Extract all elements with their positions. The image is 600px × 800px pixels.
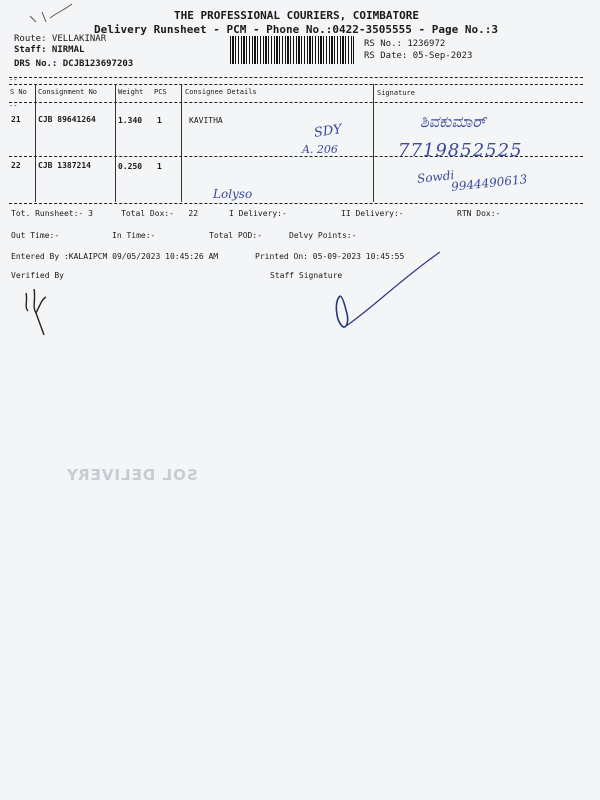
company-title: THE PROFESSIONAL COURIERS, COIMBATORE: [174, 9, 420, 22]
handwritten-signature: Sowdi: [416, 168, 455, 186]
table-row-consignment: CJB 1387214: [38, 161, 91, 170]
table-row-weight: 1.340: [118, 116, 143, 125]
delvy-points: Delvy Points:-: [289, 231, 357, 240]
rs-number: RS No.: 1236972: [364, 39, 446, 49]
verified-signature: [20, 285, 70, 345]
verified-by-label: Verified By: [11, 271, 64, 280]
table-row-consignment: CJB 89641264: [38, 115, 96, 124]
out-time: Out Time:-: [11, 231, 60, 240]
col-header-sno: S No: [10, 88, 27, 96]
table-rule-header: [9, 102, 583, 103]
rule-dashes: --: [9, 102, 18, 110]
route-label: Route: VELLAKINAR: [14, 34, 107, 44]
staff-label: Staff: NIRMAL: [14, 45, 85, 55]
handwritten-signature: ಶಿವಕುಮಾರ್: [420, 112, 486, 131]
table-row-sno: 21: [11, 115, 21, 124]
col-header-consignment: Consignment No: [38, 88, 98, 96]
header-rule-top: [9, 77, 583, 78]
i-delivery: I Delivery:-: [229, 209, 287, 218]
table-row-consignee: KAVITHA: [189, 116, 223, 125]
staff-signature-label: Staff Signature: [270, 271, 343, 280]
rtn-dox: RTN Dox:-: [457, 209, 501, 218]
in-time: In Time:-: [112, 231, 156, 240]
runsheet-subtitle: Delivery Runsheet - PCM - Phone No.:0422-3505555 - Page No.:3: [94, 23, 498, 36]
handwritten-note: SDY: [313, 122, 343, 141]
col-header-pcs: PCS: [154, 88, 167, 96]
barcode: [230, 36, 354, 64]
handwritten-note: A. 206: [302, 143, 338, 156]
corner-scribble: [28, 4, 88, 34]
entered-by: Entered By :KALAIPCM 09/05/2023 10:45:26 AM: [11, 252, 219, 261]
total-runsheet: Tot. Runsheet:- 3: [11, 209, 93, 218]
total-pod: Total POD:-: [209, 231, 262, 240]
drs-number: DRS No.: DCJB123697203: [14, 59, 134, 69]
table-row-pcs: 1: [157, 116, 162, 125]
col-header-consignee: Consignee Details: [185, 88, 257, 96]
handwritten-phone: 7719852525: [398, 140, 523, 161]
col-header-weight: Weight: [118, 88, 144, 96]
table-row-pcs: 1: [157, 162, 162, 171]
handwritten-phone: 9944490613: [450, 172, 528, 194]
col-header-signature: Signature: [377, 89, 415, 97]
rule-dashes: --: [9, 76, 18, 84]
table-rule-bottom: [9, 203, 583, 204]
faded-stamp: SOL DELIVERY: [66, 466, 198, 484]
handwritten-note: Lolyso: [213, 187, 253, 201]
ii-delivery: II Delivery:-: [341, 209, 404, 218]
total-dox: Total Dox:- 22: [121, 209, 199, 218]
table-row-weight: 0.250: [118, 162, 143, 171]
rs-date: RS Date: 05-Sep-2023: [364, 51, 473, 61]
printed-on: Printed On: 05-09-2023 10:45:55: [255, 252, 405, 261]
table-row-sno: 22: [11, 161, 21, 170]
staff-signature: [330, 250, 450, 330]
table-rule-top: [9, 84, 583, 85]
